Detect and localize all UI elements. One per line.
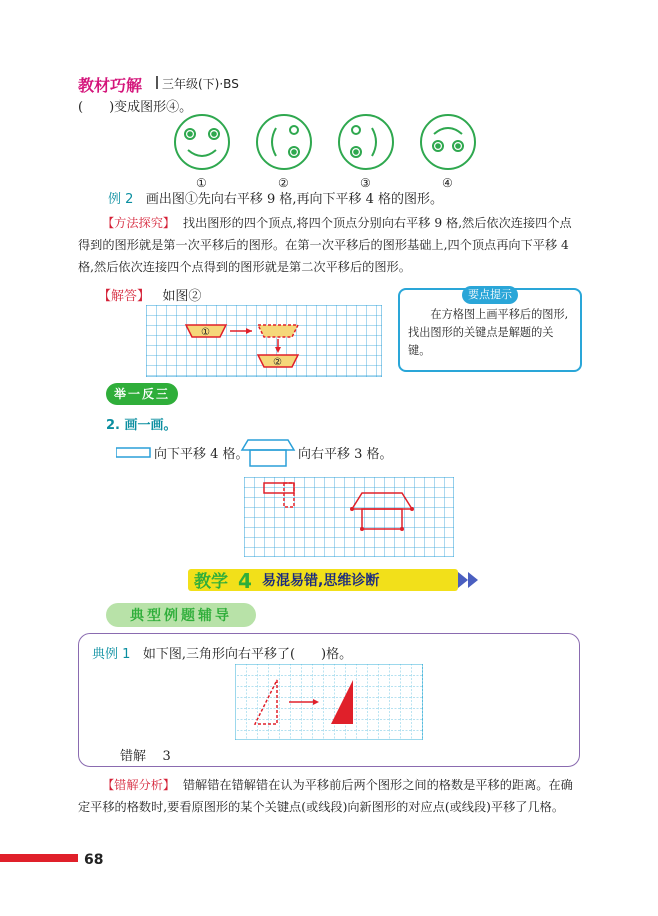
instruction-right: 向右平移 3 格。 — [298, 447, 393, 462]
section-title — [106, 603, 256, 627]
house-roof — [242, 440, 294, 450]
instruction-down: 向下平移 4 格。 — [154, 447, 249, 462]
banner-title: 易混易错,思维诊断 — [262, 573, 380, 589]
example-2-label: 例 2 — [108, 192, 134, 207]
face-label-4: ④ — [442, 176, 453, 190]
section-title-text: 典型例题辅导 — [130, 608, 232, 624]
banner-prefix: 教学 — [194, 572, 228, 592]
method-paragraph — [78, 212, 578, 278]
example-1 — [92, 643, 352, 662]
face-label-3: ③ — [360, 176, 371, 190]
tip-text: 在方格图上画平移后的图形,找出图形的关键点是解题的关键。 — [408, 308, 569, 357]
wrong-value: 3 — [162, 749, 171, 764]
footer-bar — [0, 854, 78, 862]
example-2-text: 画出图①先向右平移 9 格,再向下平移 4 格的图形。 — [145, 192, 444, 207]
solution-text: 如图② — [162, 289, 202, 304]
error-text: 错解错在错解错在认为平移前后两个图形之间的格数是平移的距离。在确定平移的格数时,要看原图形的某个关键点(或线段)向新图形的对应点(或线段)平移了几格。 — [78, 778, 573, 814]
solution-tag: 【解答】 — [98, 289, 151, 304]
section-banner — [188, 566, 478, 594]
triangle-grid — [235, 664, 423, 740]
grid-figure-1 — [146, 305, 382, 377]
trapezoid-mid — [258, 325, 298, 337]
grid-label-2: ② — [273, 357, 282, 368]
face-3 — [339, 115, 393, 169]
example-1-text: 如下图,三角形向右平移了( )格。 — [142, 647, 353, 662]
banner-number: 4 — [238, 569, 252, 593]
practice-item: 2. 画一画。 — [106, 418, 177, 433]
header-divider — [156, 76, 158, 89]
rectangle-shape — [116, 448, 150, 457]
method-tag: 【方法探究】 — [102, 216, 176, 230]
book-brand: 教材巧解 — [78, 76, 143, 95]
page-number: 68 — [84, 852, 104, 868]
example-2 — [108, 188, 443, 207]
face-label-2: ② — [278, 176, 289, 190]
question-line: ( )变成图形④。 — [78, 100, 193, 115]
practice-badge: 举一反三 — [106, 383, 178, 405]
wrong-answer — [120, 745, 171, 764]
face-label-1: ① — [196, 176, 207, 190]
grid-figure-2 — [244, 477, 454, 557]
faces-figure — [160, 112, 500, 176]
house-body — [250, 450, 286, 466]
example-1-label: 典例 1 — [92, 647, 131, 662]
grade-label: 三年级(下)·BS — [162, 77, 239, 91]
error-analysis — [78, 774, 578, 818]
method-text: 找出图形的四个顶点,将四个顶点分别向右平移 9 格,然后依次连接四个点得到的图形就是第一次平移后的图形。在第一次平移后的图形基础上,四个顶点再向下平移 4 格,然后依次连接四个点得到的图形就是第二次平移后的图形。 — [78, 216, 572, 274]
face-1 — [175, 115, 229, 169]
grid-label-1: ① — [201, 327, 210, 338]
face-4 — [421, 115, 475, 169]
face-2 — [257, 115, 311, 169]
tip-title: 要点提示 — [462, 286, 518, 304]
error-tag: 【错解分析】 — [102, 778, 176, 792]
solution — [98, 285, 201, 304]
wrong-label: 错解 — [120, 749, 147, 764]
